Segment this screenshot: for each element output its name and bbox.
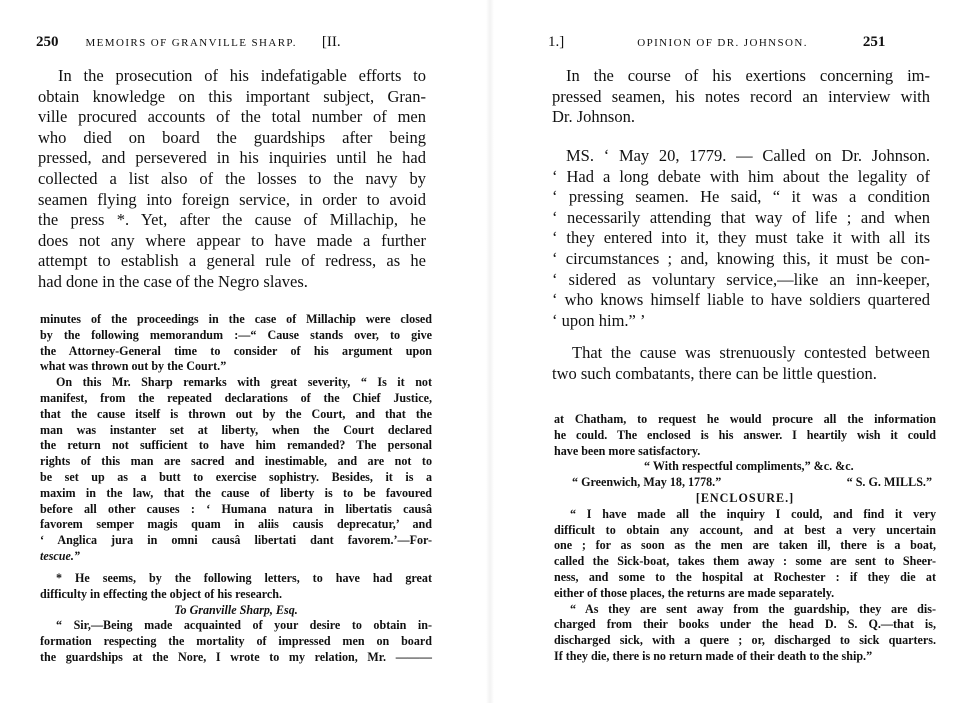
text-line: does not any where appear to have made a further [38, 230, 426, 250]
footnote-line: On this Mr. Sharp remarks with great severity, “ Is it not [56, 375, 432, 390]
text-line: ‘ they entered into it, they must take it with all its [552, 228, 930, 248]
footnote-line: manifest, from the repeated declarations of the Chief Justice, [40, 390, 432, 405]
running-header-right [548, 34, 885, 51]
letter-signoff-line [554, 475, 936, 491]
text-line: ‘ Had a long debate with him about the legality of [552, 166, 930, 186]
footnote-line: “ As they are sent away from the guardship, they are dis- [570, 601, 936, 616]
text-line: who died on board the guardships after being [38, 127, 426, 147]
text-line: MS. ‘ May 20, 1779. — Called on Dr. Johnson. [566, 146, 930, 165]
footnote-line: ‘ Anglica jura in omni causâ libertati dant favorem.’—For- [40, 533, 432, 548]
footnote-line: what was thrown out by the Court.” [40, 359, 227, 374]
footnote-continued-right [554, 412, 936, 665]
text-line: pressed seamen, his notes record an interview with [552, 86, 930, 106]
text-line: two such combatants, there can be little question. [552, 363, 877, 383]
footnote-line: * He seems, by the following letters, to have had great [56, 571, 432, 585]
body-paragraph-johnson [552, 146, 930, 331]
text-line: Dr. Johnson. [552, 107, 635, 127]
footnote-line: the Attorney-General time to consider of his argument upon [40, 343, 432, 358]
footnote-line: one ; for as soon as the men are taken ill, there is a boat, [554, 538, 936, 553]
footnote-line: discharged sick, with a quere ; or, discharged to sick quarters. [554, 633, 936, 648]
text-line: That the cause was strenuously contested between [572, 343, 930, 362]
text-line: the press *. Yet, after the cause of Millachip, he [38, 210, 426, 230]
footnote-line: maxim in the law, that the cause of liberty is to be favoured [40, 485, 432, 500]
text-line: ‘ sidered as voluntary service,—like an inn-keeper, [552, 269, 930, 289]
footnote-line: tescue.” [40, 548, 80, 563]
text-line: collected a list also of the losses to the navy by [38, 168, 426, 188]
footnote-continued [40, 312, 432, 565]
footnote-line: be set up as a butt to exercise sophistry. Besides, it is a [40, 469, 432, 484]
footnote-line: before all other causes : ‘ Humana natura in libertatis causâ [40, 501, 432, 516]
letter-signature: “ S. G. MILLS.” [846, 475, 932, 490]
body-paragraph-1 [552, 66, 930, 128]
text-line: had done in the case of the Negro slaves. [38, 271, 308, 291]
footnote-line: at Chatham, to request he would procure all the information [554, 412, 936, 426]
footnote-line: man was instanter set at liberty, when the Court declared [40, 422, 432, 437]
footnote-line: If they die, there is no return made of their death to the ship.” [554, 648, 873, 663]
running-head-right: OPINION OF DR. JOHNSON. [637, 37, 808, 49]
enclosure-heading: [ENCLOSURE.] [695, 490, 795, 505]
footnote-line: that the cause itself is thrown out by the Court, and that the [40, 406, 432, 421]
running-head-left: MEMOIRS OF GRANVILLE SHARP. [85, 37, 297, 49]
letter-closing: “ With respectful compliments,” &c. &c. [644, 459, 854, 474]
footnote-line: have been more satisfactory. [554, 443, 701, 458]
page-number-left: 250 [36, 34, 59, 50]
section-marker-right: 1.] [548, 34, 565, 50]
footnote-line: by the following memorandum :—“ Cause stands over, to give [40, 327, 432, 342]
text-line: In the course of his exertions concerning im- [566, 66, 930, 85]
body-paragraph-left [38, 66, 426, 293]
running-header-left [36, 34, 341, 51]
text-line: ‘ necessarily attending that way of life ; and when [552, 207, 930, 227]
footnote-line: formation respecting the mortality of impressed men on board [40, 634, 432, 649]
footnote-star [40, 571, 432, 666]
text-line: ‘ upon him.” ’ [552, 310, 646, 330]
footnote-line: the guardships at the Nore, I wrote to my relation, Mr. ——— [40, 649, 432, 664]
body-paragraph-3 [552, 343, 930, 384]
footnote-line: rights of this man are sacred and inestimable, and are not to [40, 454, 432, 469]
text-line: ‘ pressing seamen. He said, “ it was a condition [552, 187, 930, 207]
text-line: seamen flying into foreign service, in order to avoid [38, 189, 426, 209]
text-line: In the prosecution of his indefatigable efforts to [58, 66, 426, 85]
footnote-line: the return not sufficient to have him remanded? The personal [40, 438, 432, 453]
footnote-line: minutes of the proceedings in the case of Millachip were closed [40, 312, 432, 326]
footnote-line: “ Sir,—Being made acquainted of your desire to obtain in- [56, 618, 432, 633]
text-line: attempt to establish a general rule of redress, as he [38, 251, 426, 271]
text-line: ‘ who knows himself liable to have soldiers quartered [552, 290, 930, 310]
text-line: ‘ circumstances ; and, knowing this, it must be con- [552, 248, 930, 268]
text-line: obtain knowledge on this important subject, Gran- [38, 86, 426, 106]
page-number-right: 251 [862, 34, 886, 50]
footnote-line: called the Sick-boat, takes them away : some are sent to Sheer- [554, 554, 936, 569]
text-line: ville procured accounts of the total number of men [38, 107, 426, 127]
text-line: pressed, and persevered in his inquiries until he had [38, 148, 426, 168]
footnote-line: he could. The enclosed is his answer. I heartily wish it could [554, 427, 936, 442]
footnote-line: either of those places, the returns are made separately. [554, 585, 835, 600]
footnote-line: charged from their books under the head D. S. Q.—that is, [554, 617, 936, 632]
letter-date: “ Greenwich, May 18, 1778.” [572, 475, 722, 490]
footnote-line: difficulty in effecting the object of his research. [40, 586, 283, 601]
footnote-line: ness, and some to the hospital at Rochester : if they die at [554, 569, 936, 584]
section-marker-left: [II. [321, 34, 341, 50]
right-page [490, 0, 980, 703]
footnote-line: favorem semper magis quam in aliis causis deprecatur,’ and [40, 517, 432, 532]
footnote-line: “ I have made all the inquiry I could, and find it very [570, 506, 936, 521]
letter-addressee: To Granville Sharp, Esq. [174, 602, 298, 617]
footnote-line: difficult to obtain any account, and at best a very uncertain [554, 522, 936, 537]
